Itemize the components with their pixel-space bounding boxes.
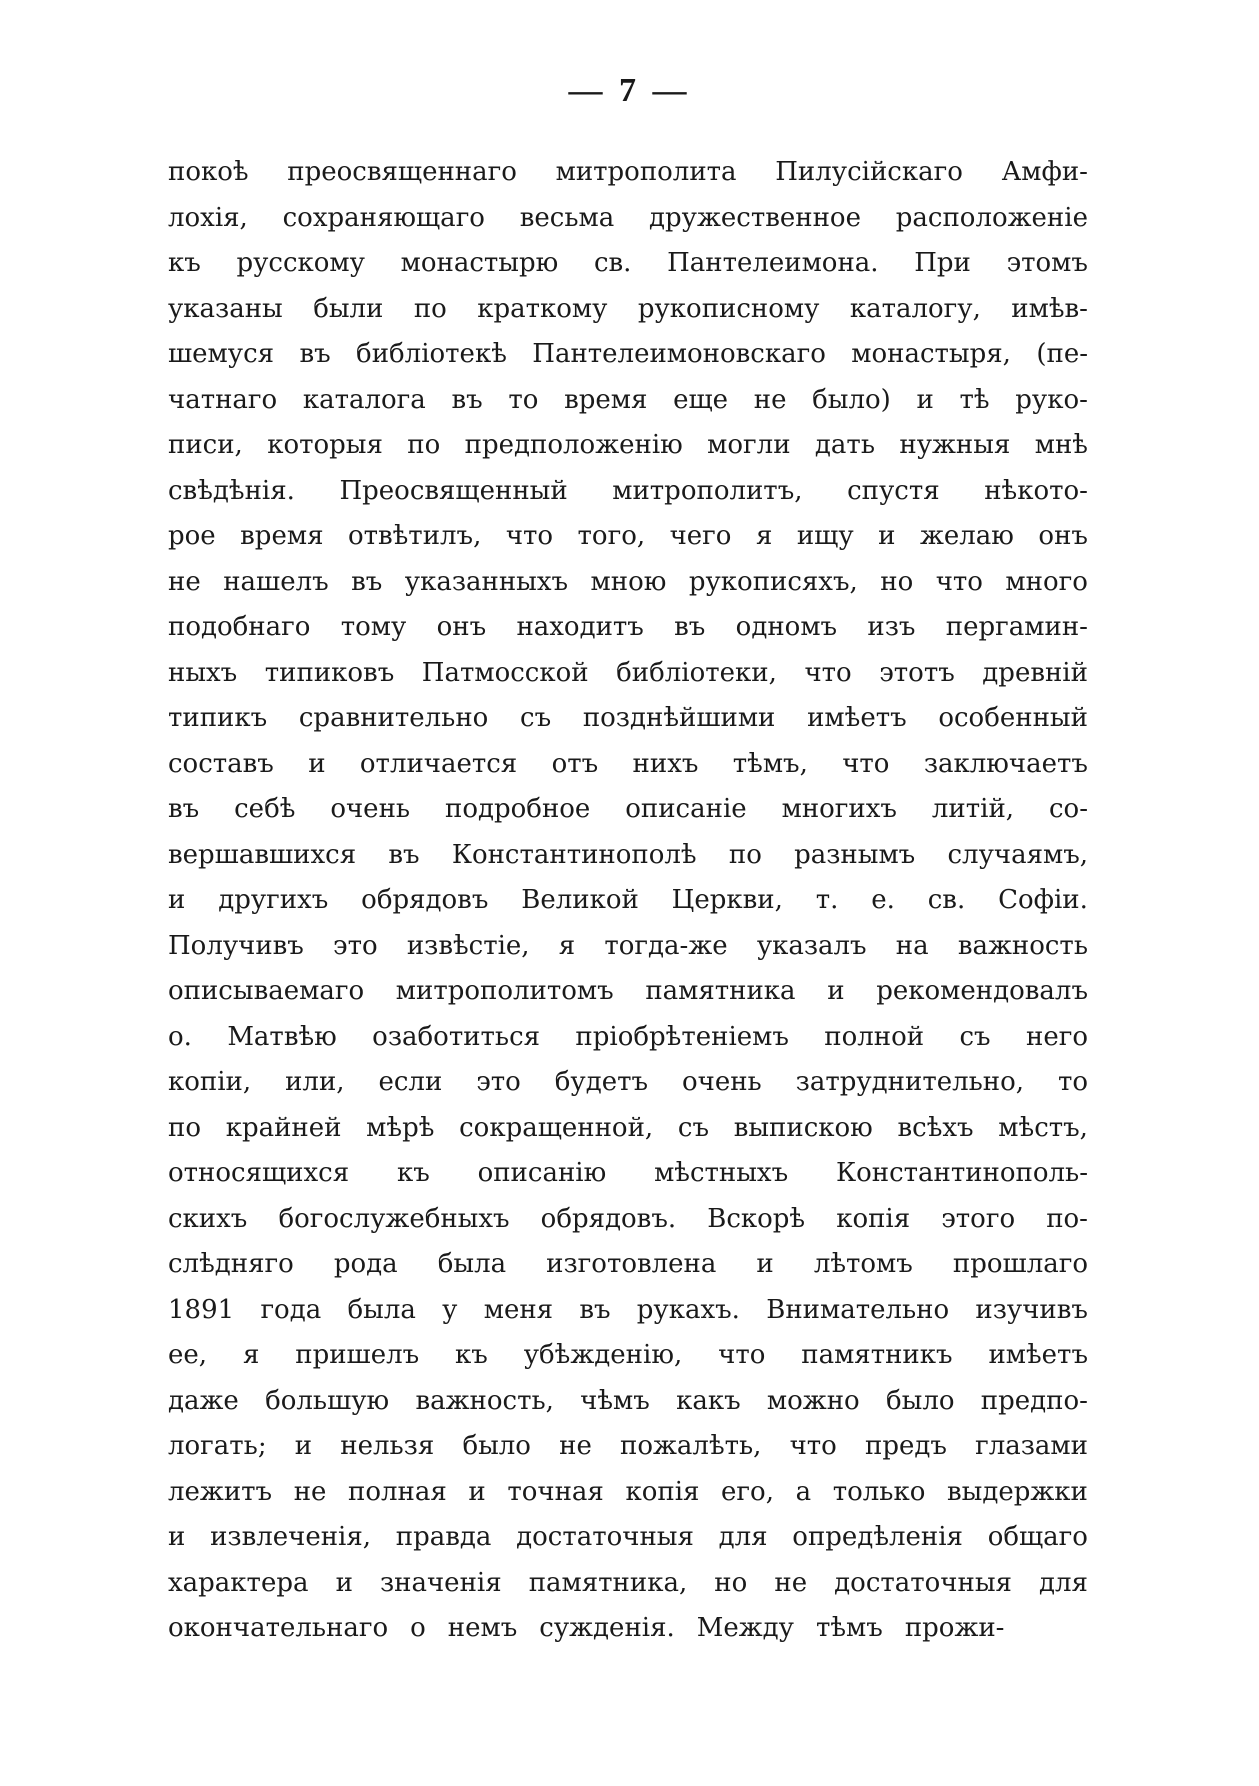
word: что [505,521,554,551]
word: каталога [302,384,426,415]
word: прожи- [904,1613,1005,1643]
text-line [168,378,1088,424]
word: чатнаго [168,384,278,415]
text-line [168,1060,1088,1106]
word: логать; [168,1431,267,1461]
word: имѣетъ [988,1340,1088,1370]
word: скихъ [168,1203,248,1234]
word: описаніе [625,794,747,824]
word: одномъ [735,612,838,642]
word: къ [396,1158,430,1188]
word: этомъ [1006,248,1088,278]
word: если [378,1067,443,1097]
word: покоѣ [168,157,249,187]
page-number: — 7 — [568,72,691,109]
word: тогда-же [604,930,728,961]
word: очень [330,794,411,824]
word: то [508,384,539,415]
word: и [335,1567,353,1598]
word: которыя [267,430,383,460]
word: е. [871,885,895,915]
word: сохраняющаго [282,202,485,233]
word: предпо- [980,1385,1088,1416]
word: выпискою [733,1112,873,1143]
word: для [718,1522,768,1552]
word: многихъ [781,794,897,824]
word: не [753,384,787,415]
word: извѣстіе, [406,930,530,961]
word: года [260,1294,322,1325]
word: значенія [379,1567,502,1598]
word: съ [677,1112,709,1143]
text-line [168,833,1088,879]
word: дать [814,430,875,460]
word: что [789,1431,837,1461]
word: типикъ [168,703,268,733]
text-line [168,742,1088,788]
word: по [413,293,447,324]
word: сужденія. [539,1613,675,1643]
text-line [168,1015,1088,1061]
word: о. [168,1021,192,1052]
word: сравнительно [298,703,489,733]
word: пожалѣть, [620,1431,762,1461]
word: подробное [445,794,591,824]
word: случаямъ, [947,839,1088,870]
text-line [168,287,1088,333]
word: пріобрѣтеніемъ [575,1021,789,1052]
word: и [294,1431,313,1461]
text-line [168,423,1088,469]
word: памятникъ [801,1340,953,1370]
word: точная [507,1476,604,1507]
word: могли [707,430,791,460]
word: извлеченія, [210,1522,372,1552]
word: Внимательно [766,1294,950,1325]
word: указанныхъ [404,566,569,597]
word: обрядовъ. [540,1203,677,1234]
word: другихъ [218,885,329,915]
word: Вскорѣ [707,1203,806,1234]
word: мѣстъ, [998,1112,1088,1143]
word: правда [395,1522,492,1552]
word: озаботиться [372,1021,541,1052]
word: подобнаго [168,612,311,642]
word: Пилусійскаго [775,157,963,187]
word: ныхъ [168,657,238,688]
word: по [168,1112,201,1143]
word: онъ [1038,521,1088,551]
word: древній [982,657,1088,688]
word: тѣмъ [815,1613,883,1643]
word: мѣстныхъ [654,1158,789,1188]
word: руко- [1015,384,1088,415]
word: было) [812,384,891,415]
word: памятника, [528,1567,688,1598]
word: шемуся [168,339,275,369]
word: нашелъ [223,566,329,597]
word: краткому [477,293,608,324]
word: пришелъ [295,1340,420,1370]
word: чѣмъ [580,1385,650,1416]
text-line [168,605,1088,651]
word: Пантелеимоновскаго [532,339,826,369]
word: что [718,1340,766,1370]
word: полная [348,1476,447,1507]
text-line [168,924,1088,970]
word: въ [299,339,331,369]
word: большую [265,1385,390,1416]
word: нужныя [899,430,1011,460]
text-line [168,514,1088,560]
text-line [168,1151,1088,1197]
word: отличается [359,748,518,779]
word: Великой [521,885,639,915]
word: то [1057,1067,1088,1097]
word: не [774,1567,808,1598]
word: слѣдняго [168,1249,294,1279]
word: него [1026,1021,1088,1052]
word: я [558,930,576,961]
word: обрядовъ [361,885,489,915]
word: Константинополѣ [451,839,697,870]
word: нихъ [632,748,699,779]
word: прошлаго [952,1249,1088,1279]
word: но [714,1567,748,1598]
word: расположеніе [895,202,1088,233]
word: составъ [168,748,274,779]
word: богослужебныхъ [278,1203,510,1234]
word: достаточныя [516,1522,694,1552]
word: изъ [867,612,916,642]
word: При [914,248,971,278]
word: о [410,1613,426,1643]
word: полной [824,1021,925,1052]
body-text [168,150,1088,1652]
word: очень [681,1067,762,1097]
word: т. [815,885,839,915]
word: Амфи- [1001,157,1088,187]
word: того, [577,521,646,551]
word: отъ [551,748,599,779]
word: можно [766,1385,860,1416]
word: предположенію [464,430,683,460]
word: тому [340,612,407,642]
text-line [168,1242,1088,1288]
word: была [437,1249,507,1279]
word: по- [1046,1203,1088,1234]
text-line [168,1606,1088,1652]
word: митрополитомъ [395,976,614,1006]
word: Между [696,1613,794,1643]
word: русскому [236,248,365,278]
word: сокращенной, [459,1112,654,1143]
word: даже [168,1385,239,1416]
word: нельзя [340,1431,435,1461]
word: въ [579,1294,611,1325]
word: не [168,566,201,597]
word: важность, [415,1385,554,1416]
word: заключаетъ [923,748,1088,779]
word: Преосвященный [339,475,568,506]
word: съ [520,703,552,733]
text-line [168,1561,1088,1607]
text-line [168,696,1088,742]
word: себѣ [234,794,296,824]
text-line [168,1424,1088,1470]
word: и [468,1476,486,1507]
text-line [168,787,1088,833]
word: общаго [987,1522,1088,1552]
word: и [827,976,845,1006]
word: мною [590,566,667,597]
word: копія [625,1476,700,1507]
text-line [168,150,1088,196]
word: со- [1048,794,1088,824]
word: была [347,1294,416,1325]
word: было [462,1431,531,1461]
word: я [242,1340,260,1370]
word: я [755,521,773,551]
word: Получивъ [168,930,304,961]
word: изготовлена [546,1249,717,1279]
word: къ [168,248,201,278]
text-line [168,1197,1088,1243]
text-line [168,651,1088,697]
word: библіотекѣ [356,339,507,369]
word: этого [941,1203,1016,1234]
word: не [559,1431,592,1461]
word: писи, [168,430,243,460]
word: не [293,1476,327,1507]
word: указаны [168,293,283,324]
word: меня [483,1294,554,1325]
text-line [168,1515,1088,1561]
text-line [168,1106,1088,1152]
word: въ [388,839,420,870]
word: Церкви, [671,885,783,915]
word: относящихся [168,1158,350,1188]
word: этотъ [879,657,955,688]
word: спустя [847,475,940,506]
text-line [168,196,1088,242]
word: много [1005,566,1088,597]
word: и [168,1522,186,1552]
text-line [168,332,1088,378]
word: тѣмъ, [732,748,808,779]
word: желаю [919,521,1014,551]
word: отвѣтилъ, [347,521,482,551]
word: свѣдѣнія. [168,475,295,506]
word: указалъ [756,930,867,961]
word: или, [285,1067,345,1097]
word: нѣкото- [984,475,1088,506]
word: съ [959,1021,991,1052]
word: будетъ [554,1067,649,1097]
word: по [407,430,441,460]
word: крайней [225,1112,342,1143]
word: это [476,1067,521,1097]
word: а [795,1476,812,1507]
word: монастырю [400,248,559,278]
word: типиковъ [264,657,395,688]
word: весьма [519,202,615,233]
word: Матвѣю [227,1021,337,1052]
word: и [916,384,934,415]
word: характера [168,1567,309,1598]
text-line [168,1470,1088,1516]
word: изучивъ [975,1294,1088,1325]
word: и [308,748,326,779]
word: въ [674,612,706,642]
word: тѣ [959,384,990,415]
word: Патмосской [421,657,589,688]
word: немъ [447,1613,518,1643]
word: рукописному [637,293,820,324]
word: но [880,566,914,597]
word: мѣрѣ [366,1112,435,1143]
word: памятника [645,976,796,1006]
word: у [442,1294,458,1325]
word: для [1039,1567,1088,1598]
word: время [564,384,648,415]
word: ищу [796,521,854,551]
word: затруднительно, [795,1067,1025,1097]
word: было [885,1385,955,1416]
word: опредѣленія [792,1522,963,1552]
word: особенный [938,703,1088,733]
text-line [168,1379,1088,1425]
word: еще [673,384,729,415]
word: что [935,566,983,597]
word: рода [333,1249,398,1279]
word: разнымъ [794,839,916,870]
word: ее, [168,1340,208,1370]
word: были [313,293,384,324]
word: рукописяхъ, [688,566,858,597]
word: выдержки [947,1476,1088,1507]
word: въ [351,566,383,597]
word: на [895,930,929,961]
word: преосвященнаго [287,157,517,187]
text-line [168,241,1088,287]
word: копія [836,1203,911,1234]
word: Пантелеимона. [667,248,879,278]
text-line [168,969,1088,1015]
word: описанію [477,1158,607,1188]
word: и [756,1249,774,1279]
word: лежитъ [168,1476,273,1507]
word: убѣжденію, [523,1340,683,1370]
word: окончательнаго [168,1613,389,1643]
word: митрополита [555,157,737,187]
word: рекомендовалъ [876,976,1088,1006]
text-line [168,1333,1088,1379]
word: находитъ [516,612,644,642]
word: это [333,930,378,961]
word: къ [455,1340,488,1370]
word: въ [168,794,200,824]
word: рое [168,521,216,551]
word: св. [927,885,966,915]
word: вершавшихся [168,839,357,870]
word: каталогу, [849,293,981,324]
word: дружественное [649,202,861,233]
word: Константинополь- [835,1158,1088,1188]
word: какъ [676,1385,741,1416]
word: достаточныя [834,1567,1012,1598]
word: и [168,885,186,915]
word: литій, [931,794,1015,824]
word: его, [721,1476,774,1507]
word: по [728,839,762,870]
text-line [168,1288,1088,1334]
word: мнѣ [1034,430,1088,460]
word: имѣв- [1011,293,1088,324]
word: копіи, [168,1067,252,1097]
word: библіотеки, [616,657,777,688]
text-line [168,560,1088,606]
text-line [168,878,1088,924]
word: описываемаго [168,976,365,1006]
word: позднѣйшими [582,703,776,733]
word: важность [957,930,1088,961]
word: митрополитъ, [612,475,803,506]
word: рукахъ. [636,1294,740,1325]
word: лохія, [168,202,248,233]
word: 1891 [168,1294,235,1325]
word: предъ [865,1431,947,1461]
word: чего [669,521,732,551]
word: и [878,521,896,551]
text-line [168,469,1088,515]
word: только [832,1476,926,1507]
word: Софіи. [998,885,1088,915]
word: время [240,521,324,551]
word: монастыря, [851,339,1011,369]
word: лѣтомъ [813,1249,913,1279]
word: что [842,748,890,779]
word: (пе- [1036,339,1088,369]
word: въ [451,384,483,415]
word: глазами [975,1431,1088,1461]
word: пергамин- [945,612,1088,642]
word: всѣхъ [897,1112,974,1143]
word: св. [593,248,632,278]
word: онъ [436,612,487,642]
word: что [804,657,852,688]
word: имѣетъ [807,703,907,733]
